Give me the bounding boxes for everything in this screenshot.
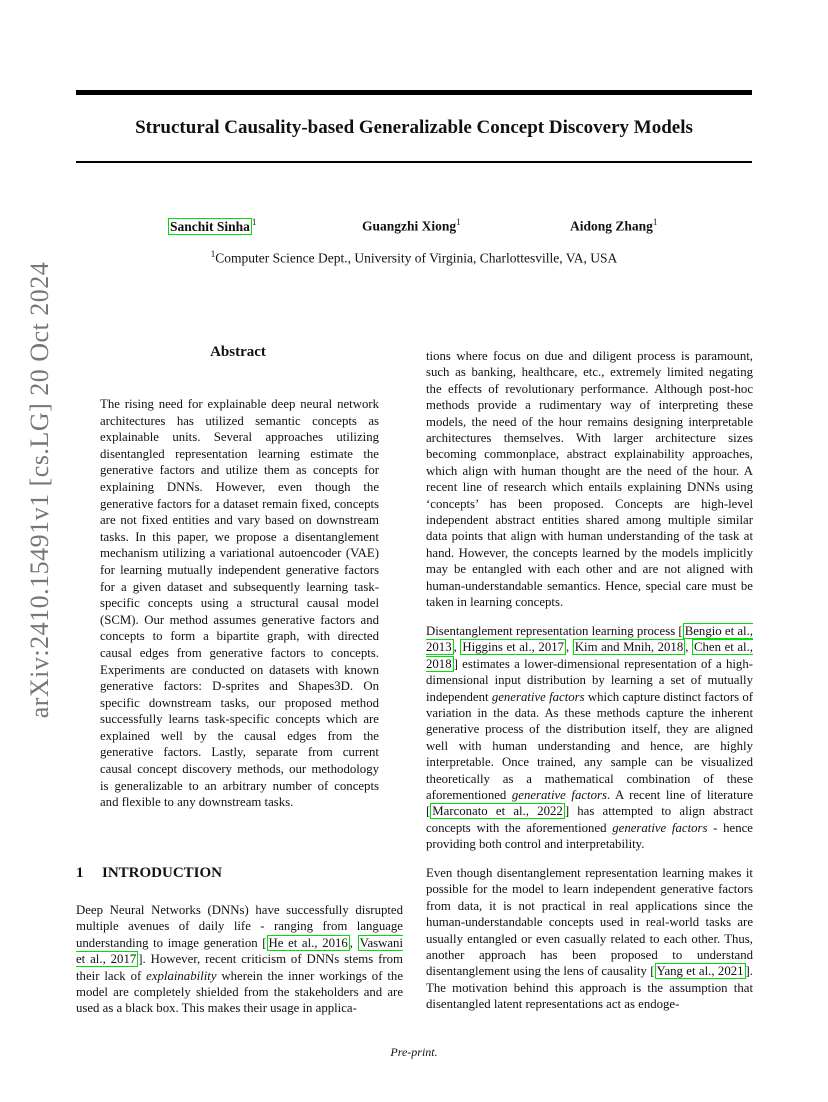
- citation-marconato-2022[interactable]: Marconato et al., 2022: [432, 804, 563, 819]
- author-link-sinha[interactable]: Sanchit Sinha: [170, 218, 250, 234]
- citation-bengio-2013[interactable]: Bengio et al., 2013: [426, 624, 754, 655]
- citation-yang-2021[interactable]: Yang et al., 2021: [656, 964, 744, 979]
- arxiv-id: arXiv:2410.15491v1 [cs.LG] 20 Oct 2024: [25, 261, 54, 719]
- citation-higgins-2017[interactable]: Higgins et al., 2017: [462, 640, 565, 655]
- title-rule-top: [76, 90, 752, 95]
- author-xiong: Guangzhi Xiong$^1$: [362, 217, 461, 234]
- citation-chen-2018[interactable]: Chen et al., 2018: [426, 640, 753, 671]
- section-heading-introduction: 1 INTRODUCTION: [76, 865, 223, 881]
- citation-he-2016[interactable]: He et al., 2016: [268, 935, 348, 950]
- page-footer: Pre-print.: [390, 1045, 438, 1059]
- author-sinha: Sanchit Sinha $^1$: [170, 217, 257, 234]
- intro-paragraph-1-cont: tions where focus on due and diligent process is paramount, such as banking, healthcare, etc., extremely limited negating the effects of revolutionary performance. Although post-hoc methods provide a rudimentary way of interpreting these models, the need of the hour remains designing interpretable architectures themselves. With larger architecture sizes becoming commonplace, abstract explainability approaches, which align with human thought are the need of the hour. A recent line of research which entails explaining DNNs using ‘concepts’ has been proposed. Concepts are high-level independent abstract entities shared among multiple similar data points that align with human understanding of the task at hand. However, the concepts learned by the models implicitly may be entangled with each other and are not aligned with human-understandable semantics. Hence, special care must be taken in learning concepts.: [426, 349, 753, 610]
- intro-paragraph-2: Disentanglement representation learning process [ Bengio et al., 2013 , Higgins et al., 2017 , Kim and Mnih, 2018 , Chen et al., 2018 ] estimates a lower-dimensional representation of a high-dimensional input distribution by learning a set of mutually independent generative factors which capture distinct factors of variation in the data. As these methods capture the inherent generative process of the distribution itself, they are aligned well with human understanding and hence, are highly interpretable. Once trained, any sample can be visualized theoretically as a mathematical combination of these aforementioned generative factors. A recent line of literature [ Marconato et al., 2022 ] has attempted to align abstract concepts with the aforementioned generative factors - hence providing both control and interpretability.: [426, 624, 754, 852]
- title-rule-bottom: [76, 161, 752, 163]
- intro-paragraph-3: Even though disentanglement representation learning makes it possible for the model to learn independent generative factors from data, it is not practical in real applications since the human-understandable concepts used in real-world tasks are usually entangled or even casually related to each other. Thus, another approach has been proposed to understand disentanglement using the lens of causality [ Yang et al., 2021 ]. The motivation behind this approach is the assumption that disentangled latent representations act as endoge-: [426, 866, 753, 1012]
- affiliation: $^1$Computer Science Dept., University of Virginia, Charlottesville, VA, USA: [210, 249, 618, 266]
- abstract-text: The rising need for explainable deep neural network architectures has utilized semantic concepts as explainable units. Several approaches utilizing disentangled representation learning estimate the generative factors and utilize them as concepts for explaining DNNs. However, even though the generative factors for a dataset remain fixed, concepts are not fixed entities and vary based on downstream tasks. In this paper, we propose a disentanglement mechanism utilizing a variational autoencoder (VAE) for learning mutually independent generative factors for a given dataset and subsequently learning task-specific concepts using a structural causal model (SCM). Our method assumes generative factors and concepts to form a bipartite graph, with directed causal edges from generative factors to concepts. Experiments are conducted on datasets with known generative factors: D-sprites and Shapes3D. On specific downstream tasks, our proposed method successfully learns task-specific concepts which are explained well by the causal edges from the generative factors. Lastly, separate from current causal concept discovery methods, our methodology is generalizable to an arbitrary number of concepts and flexible to any downstream tasks.: [100, 397, 379, 810]
- paper-title: Structural Causality-based Generalizable Concept Discovery Models: [135, 117, 693, 138]
- section-number: 1: [76, 865, 84, 881]
- citation-vaswani-2017[interactable]: Vaswani et al., 2017: [76, 935, 403, 967]
- arxiv-sidebar: [19, 261, 61, 719]
- intro-paragraph-1: Deep Neural Networks (DNNs) have successfully disrupted multiple avenues of daily life - ranging from language understanding to image generation [ He et al., 2016 , Vaswani et al., 2017 ]. However, recent criticism of DNNs stems from their lack of explainability wherein the inner workings of the model are completely shielded from the stakeholders and are used as a black box. This makes their usage in applica-: [76, 903, 403, 1016]
- abstract-heading: Abstract: [210, 344, 266, 360]
- author-zhang: Aidong Zhang$^1$: [570, 217, 658, 234]
- citation-kim-2018[interactable]: Kim and Mnih, 2018: [574, 640, 684, 655]
